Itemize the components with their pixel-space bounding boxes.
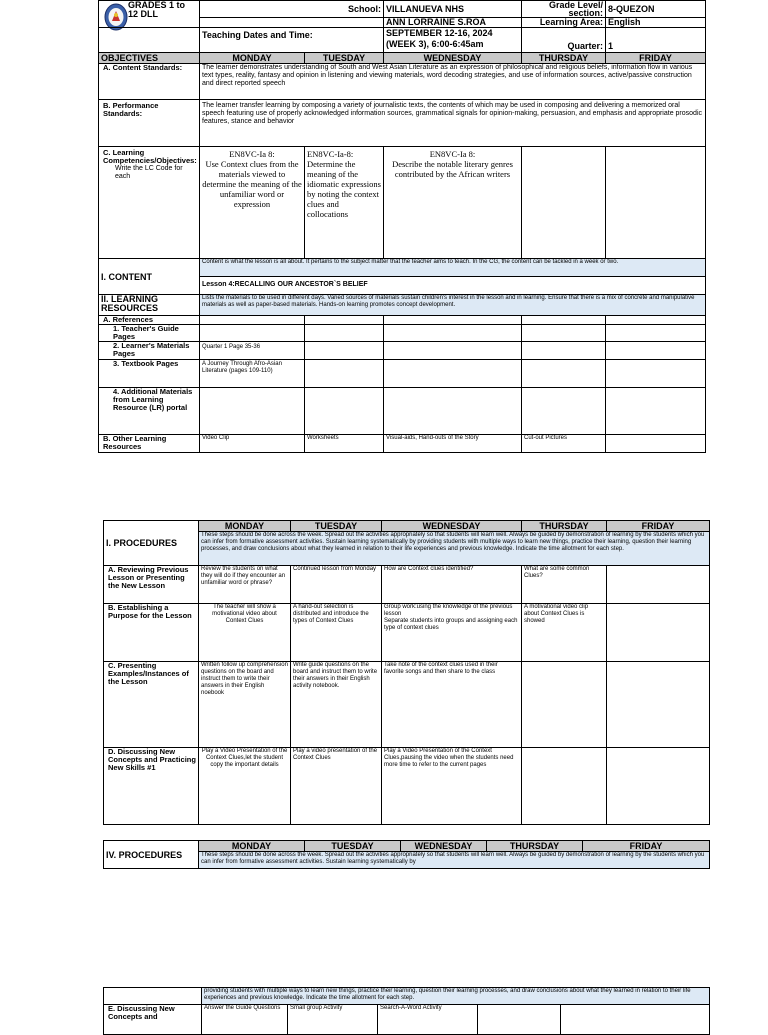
references-label: A. References (99, 316, 200, 325)
content-note: Content is what the lesson is all about. It pertains to the subject matter that the teacher aims to teach. In the CG, the content can be tackled in a week or two. (200, 259, 705, 277)
proc-c-thursday (522, 662, 607, 748)
proc-e-tuesday: Small group Activity (288, 1005, 378, 1035)
procedures-continued-table (103, 987, 710, 1035)
proc-iv-day-monday: MONDAY (199, 841, 305, 852)
proc-a-monday: Review the students on what they will do if they encounter an unfamiliar word or phrase? (199, 566, 291, 604)
day-header-tuesday: TUESDAY (305, 53, 384, 64)
other-resources-thursday: Cut-out Pictures (522, 435, 606, 453)
proc-d-label: D. Discussing New Concepts and Practicing New Skills #1 (104, 748, 199, 825)
proc-e-label: E. Discussing New Concepts and (104, 1005, 202, 1035)
school-value: VILLANUEVA NHS (384, 1, 522, 18)
learning-area-label: Learning Area: (522, 18, 606, 28)
proc-b-wednesday: Group work:using the knowledge of the previous lesson Separate students into groups and assigning each type of context clues (382, 604, 522, 662)
proc-e-thursday (478, 1005, 561, 1035)
quarter-label: Quarter: (522, 28, 606, 53)
proc-a-friday (607, 566, 710, 604)
proc-c-tuesday: Write guide questions on the board and instruct them to write their answers in their English activity notebook. (291, 662, 382, 748)
grade-level-label: Grade Level/ section: (522, 1, 606, 18)
other-resources-label: B. Other Learning Resources (99, 435, 200, 453)
proc-d-friday (607, 748, 710, 825)
other-resources-tuesday: Worksheets (305, 435, 384, 453)
objectives-heading: OBJECTIVES (99, 53, 200, 64)
competencies-sub: Write the LC Code for each (115, 165, 183, 180)
school-label: School: (200, 1, 384, 18)
learning-resources-heading: II. LEARNING RESOURCES (99, 295, 200, 316)
proc-a-thursday: What are some common Clues? (522, 566, 607, 604)
proc-day-friday: FRIDAY (607, 521, 710, 532)
proc-e-wednesday: Search-A-Word Activity (378, 1005, 478, 1035)
lc-tuesday: EN8VC-Ia-8: Determine the meaning of the idiomatic expressions by noting the context clues and collocations (305, 147, 384, 259)
proc-iv-day-wednesday: WEDNESDAY (401, 841, 487, 852)
other-resources-wednesday: Visual-aids, Hand-outs of the Story (384, 435, 522, 453)
proc-c-friday (607, 662, 710, 748)
additional-materials-label: 4. Additional Materials from Learning Resource (LR) portal (99, 388, 200, 435)
proc-b-thursday: A motivational video clip about Context Clues is showed (522, 604, 607, 662)
textbook-pages-monday: A Journey Through Afro-Asian Literature (pages 109-110) (200, 360, 305, 388)
learners-materials-monday: Quarter 1 Page 35-36 (200, 342, 305, 360)
content-standards-text: The learner demonstrates understanding of South and West Asian Literature as an expression of philosophical and religious beliefs, information flow in various text types, reality, fantasy and opinion in listening and viewing materials, word decoding strategies, and use of information sources, active/passive construction and direct reported speech (200, 64, 706, 100)
other-resources-friday (606, 435, 706, 453)
content-standards-label: A. Content Standards: (99, 64, 200, 100)
grade-level-value: 8-QUEZON (606, 1, 706, 18)
proc-b-tuesday: A hand-out selection is distributed and introduce the types of Context Clues (291, 604, 382, 662)
proc-iv-day-tuesday: TUESDAY (305, 841, 401, 852)
lc-monday: EN8VC-Ia 8: Use Context clues from the materials viewed to determine the meaning of the unfamiliar word or expression (200, 147, 305, 259)
proc-day-tuesday: TUESDAY (291, 521, 382, 532)
proc-a-wednesday: How are Context clues identified? (382, 566, 522, 604)
content-cell (200, 259, 706, 295)
procedures-iv-heading: IV. PROCEDURES (104, 841, 199, 869)
proc-d-tuesday: Play a video presentation of the Context Clues (291, 748, 382, 825)
learners-materials-label: 2. Learner's Materials Pages (99, 342, 200, 360)
competencies-cell (99, 147, 200, 259)
learning-resources-note: Lists the materials to be used in different days. Varied sources of materials sustain children's interest in the lesson and in learning. Ensure that there is a mix of concrete and manipulative materials as well as paper-based materials. Hands-on learning promotes concept development. (200, 295, 706, 316)
proc-day-wednesday: WEDNESDAY (382, 521, 522, 532)
proc-d-wednesday: Play a Video Presentation of the Context Clues,pausing the video when the students need more time to refer to the current pages (382, 748, 522, 825)
dll-main-table (98, 0, 706, 453)
proc-b-friday (607, 604, 710, 662)
procedures-iv-table (103, 840, 710, 869)
proc-e-friday (561, 1005, 710, 1035)
day-header-monday: MONDAY (200, 53, 305, 64)
procedures-heading: I. PROCEDURES (104, 521, 199, 566)
day-header-thursday: THURSDAY (522, 53, 606, 64)
day-header-friday: FRIDAY (606, 53, 706, 64)
procedures-note: These steps should be done across the week. Spread out the activities appropriately so that students will learn well. Always be guided by demonstration of learning by the students which you can infer from formative assessment activities. Sustain learning systematically by providing students with multiple ways to learn new things, practice their learning, question their learning processes, and draw conclusions about what they learned in relation to their life experiences and previous knowledge. Indicate the time allotment for each step. (199, 532, 710, 566)
learning-area-value: English (606, 18, 706, 28)
grades-label-cell (99, 1, 200, 28)
teaching-dates-value: SEPTEMBER 12-16, 2024 (WEEK 3), 6:00-6:45am (384, 28, 522, 53)
proc-c-label: C. Presenting Examples/Instances of the Lesson (104, 662, 199, 748)
grades-label: GRADES 1 to 12 DLL (128, 0, 186, 19)
content-heading: I. CONTENT (99, 259, 200, 295)
proc-iv-day-friday: FRIDAY (583, 841, 710, 852)
proc-b-monday: The teacher will show a motivational video about Context Clues (199, 604, 291, 662)
proc-c-wednesday: Take note of the context clues used in their favorite songs and then share to the class (382, 662, 522, 748)
proc-d-thursday (522, 748, 607, 825)
other-resources-monday: Video Clip (200, 435, 305, 453)
lc-wednesday: EN8VC-Ia 8: Describe the notable literary genres contributed by the African writers (384, 147, 522, 259)
proc-e-monday: Answer the Guide Questions (202, 1005, 288, 1035)
proc-b-label: B. Establishing a Purpose for the Lesson (104, 604, 199, 662)
procedures-continued-note: providing students with multiple ways to learn new things, practice their learning, question their learning processes, and draw conclusions about what they learned in relation to their life experiences and previous knowledge. Indicate the time allotment for each step. (202, 988, 710, 1005)
performance-standards-label: B. Performance Standards: (99, 100, 200, 147)
procedures-iv-note: These steps should be done across the week. Spread out the activities appropriately so that students will learn well. Always be guided by demonstration of learning by the students which you can infer from formative assessment activities. Sustain learning systematically by (199, 852, 710, 869)
proc-day-thursday: THURSDAY (522, 521, 607, 532)
lesson-title: Lesson 4:RECALLING OUR ANCESTOR`S BELIEF (202, 281, 368, 288)
proc-c-monday: Written follow up comprehension questions on the board and instruct them to write their answers in their English noebook (199, 662, 291, 748)
proc-a-tuesday: Continued lesson from Monday (291, 566, 382, 604)
proc-a-label: A. Reviewing Previous Lesson or Presenting the New Lesson (104, 566, 199, 604)
competencies-label: C. Learning Competencies/Objectives: (103, 148, 197, 165)
proc-iv-day-thursday: THURSDAY (487, 841, 583, 852)
quarter-value: 1 (606, 28, 706, 53)
procedures-table (103, 520, 710, 825)
teacher-value: ANN LORRAINE S.ROA (384, 18, 522, 28)
textbook-pages-label: 3. Textbook Pages (99, 360, 200, 388)
performance-standards-text: The learner transfer learning by composing a variety of journalistic texts, the contents of which may be used in composing and delivering a memorized oral speech featuring use of properly acknowledged information sources, grammatical signals for opinion-making, persuasion, and emphasis and appropriate prosodic features, stance and behavior (200, 100, 706, 147)
proc-d-monday: Play a Video Presentation of the Context Clues,let the student copy the important details (199, 748, 291, 825)
teachers-guide-label: 1. Teacher's Guide Pages (99, 325, 200, 342)
proc-day-monday: MONDAY (199, 521, 291, 532)
day-header-wednesday: WEDNESDAY (384, 53, 522, 64)
teaching-dates-label: Teaching Dates and Time: (200, 28, 384, 53)
